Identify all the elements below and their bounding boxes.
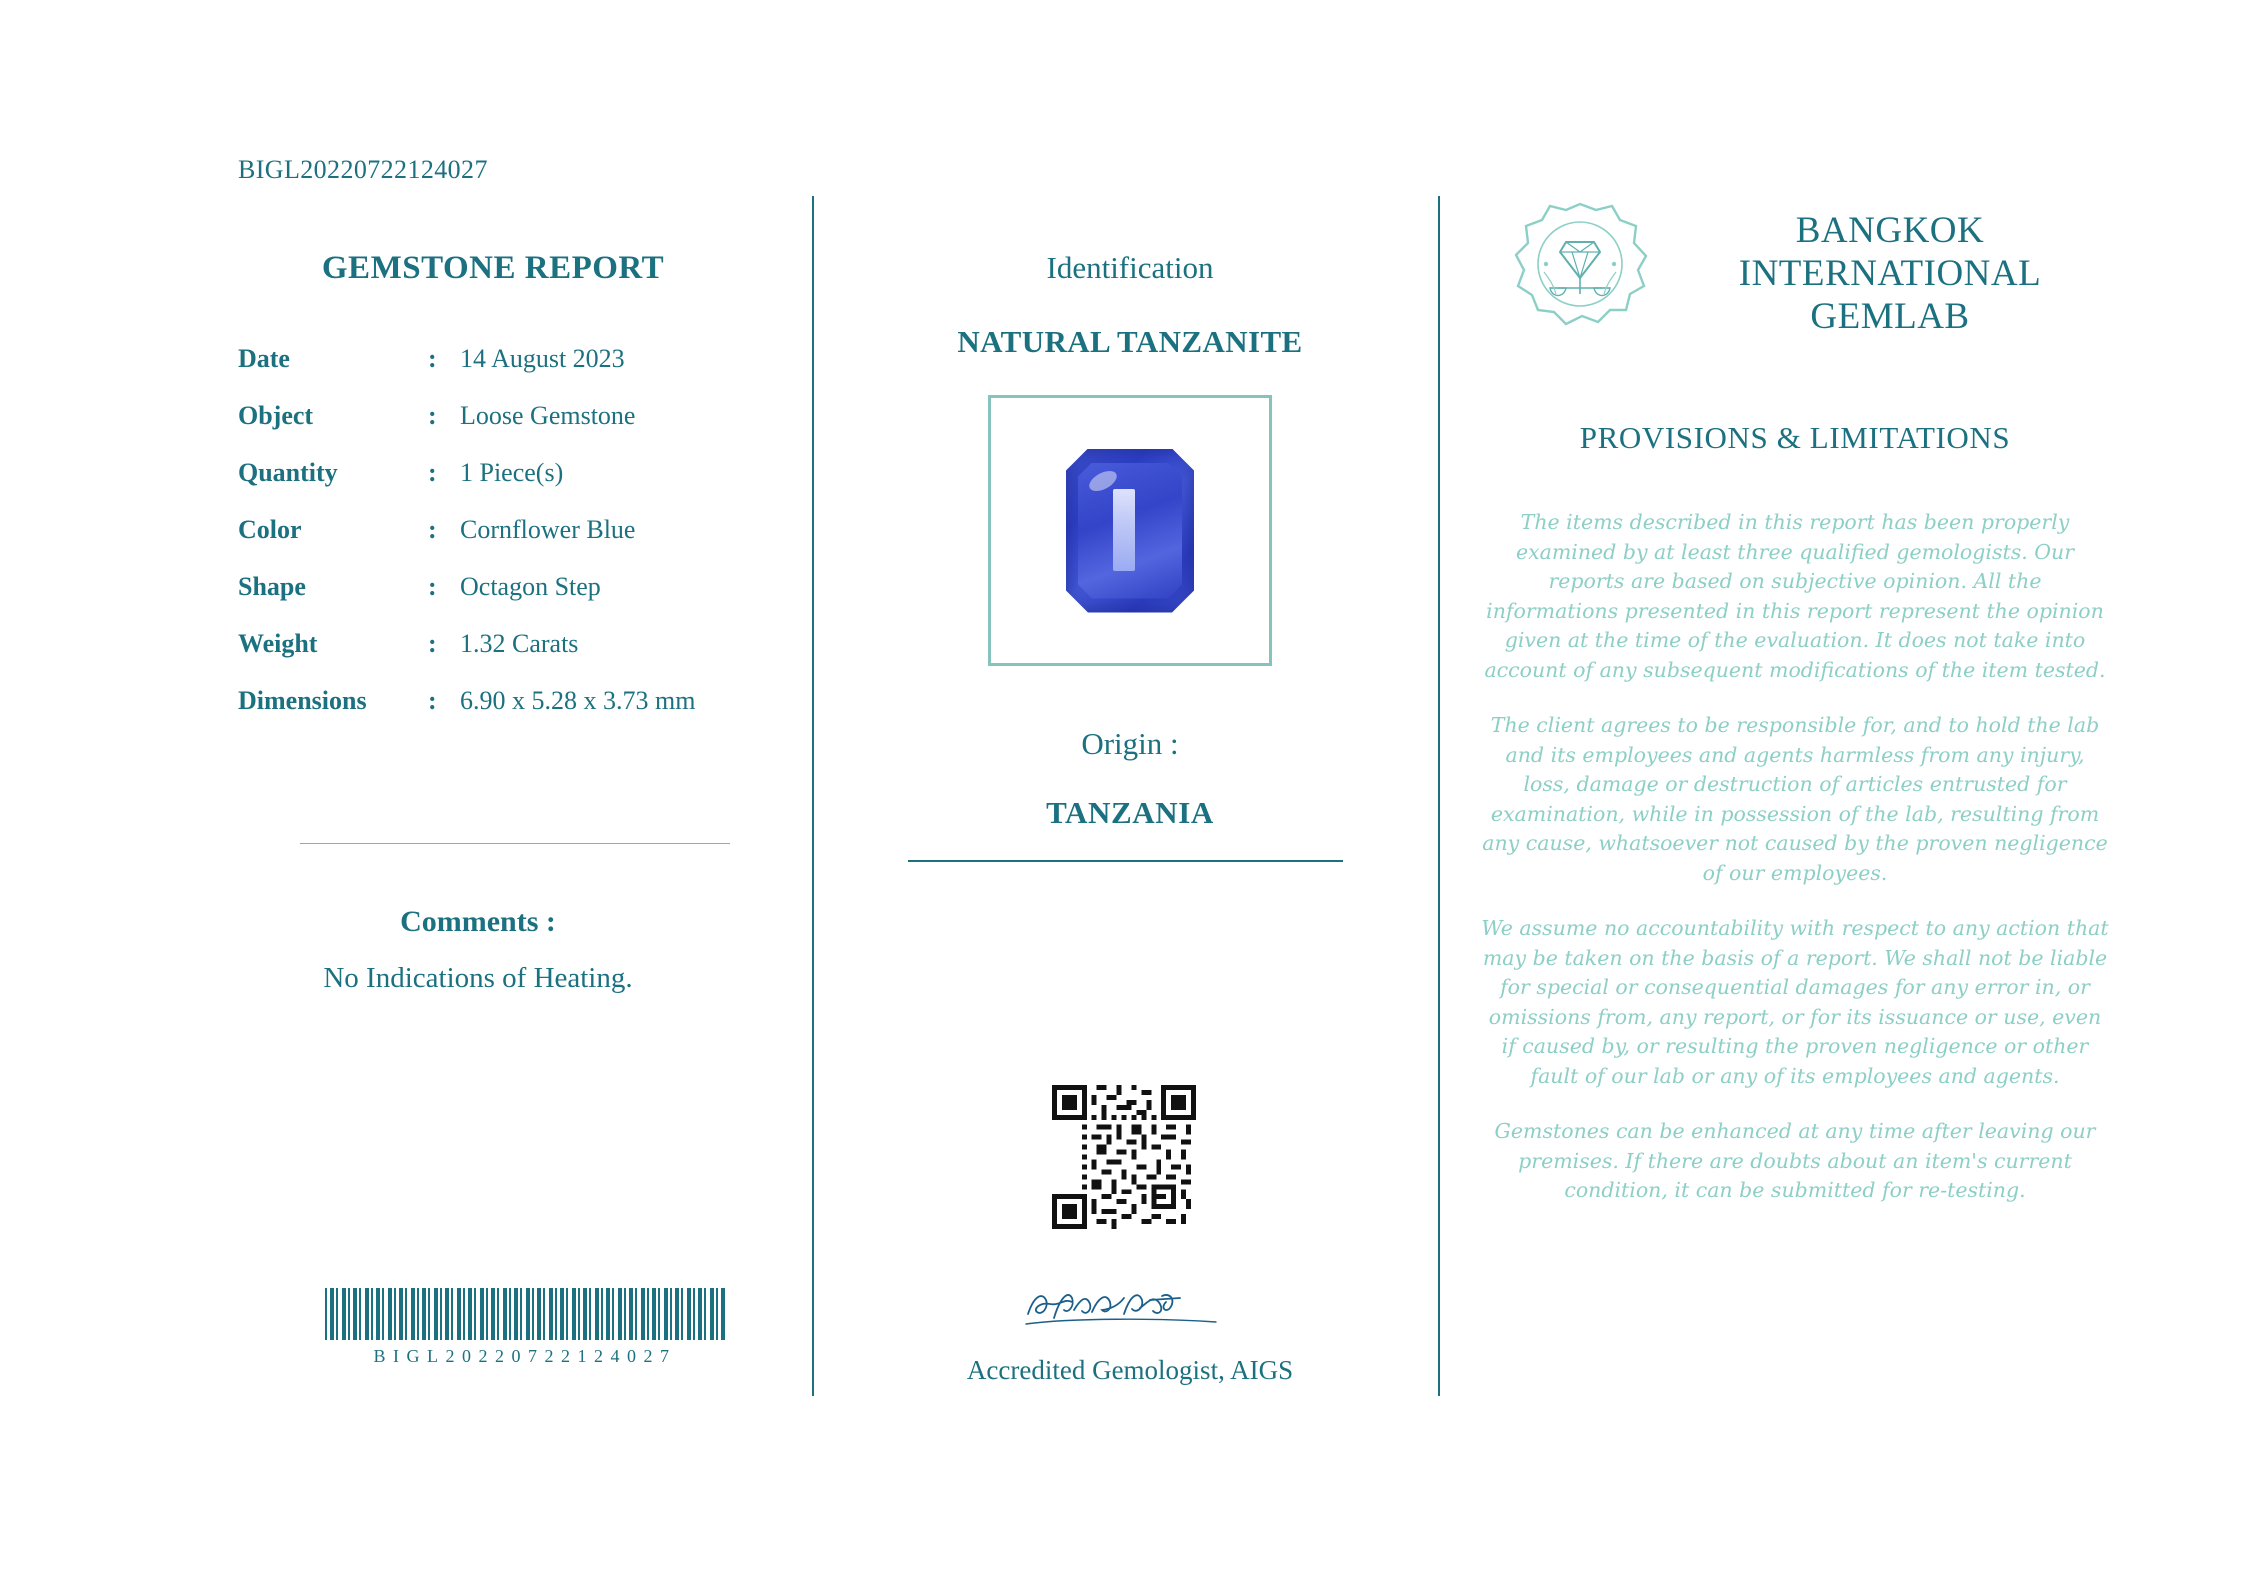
spec-colon: : <box>428 458 437 487</box>
table-row <box>238 344 778 401</box>
spec-colon: : <box>428 629 437 658</box>
barcode-number: BIGL20220722124027 <box>373 1346 677 1366</box>
spec-value-color: Cornflower Blue <box>460 515 636 544</box>
brand-line-1: BANGKOK <box>1795 210 1985 251</box>
gem-highlight <box>1086 466 1120 494</box>
table-row <box>238 629 778 686</box>
spec-label-object: Object <box>238 401 314 430</box>
origin-value: TANZANIA <box>1046 795 1214 830</box>
gemstone-spec-table <box>238 344 778 743</box>
octagon-step-gemstone-icon <box>1066 449 1194 613</box>
column-divider-right <box>1438 196 1440 1396</box>
provisions-paragraph-4: Gemstones can be enhanced at any time after leaving our premises. If there are doubts about an item's current condition, it can be submitted for re-testing. <box>1494 1119 2096 1203</box>
spec-label-quantity: Quantity <box>238 458 338 487</box>
spec-colon: : <box>428 686 437 715</box>
provisions-body <box>1480 508 2110 1232</box>
table-row <box>238 572 778 629</box>
spec-colon: : <box>428 401 437 430</box>
spec-value-quantity: 1 Piece(s) <box>460 458 564 487</box>
brand-name <box>1660 198 2120 339</box>
brand-line-2: INTERNATIONAL <box>1738 252 2042 294</box>
comments-heading: Comments : <box>400 905 556 938</box>
spec-colon: : <box>428 344 437 373</box>
divider-above-comments <box>300 843 730 844</box>
table-row <box>238 686 778 743</box>
logo-svg <box>1500 198 1660 348</box>
signature-caption: Accredited Gemologist, AIGS <box>966 1355 1294 1385</box>
comments-text: No Indications of Heating. <box>323 962 633 994</box>
table-row <box>238 401 778 458</box>
identification-label: Identification <box>1046 250 1214 285</box>
provisions-paragraph-1: The items described in this report has been properly examined by at least three qualified gemologists. Our reports are based on subjective opinion. All the informations presented in this report represent the opinion given at the time of the evaluation. It does not take into account of any subsequent modifications of the item tested. <box>1484 510 2106 682</box>
divider-below-origin <box>908 860 1343 862</box>
barcode <box>325 1288 725 1367</box>
spec-label-date: Date <box>238 344 290 373</box>
gemstone-photo-frame <box>988 395 1272 666</box>
spec-label-shape: Shape <box>238 572 306 601</box>
left-column <box>238 250 778 743</box>
provisions-paragraph-2: The client agrees to be responsible for, and to hold the lab and its employees and agents harmless from any injury, loss, damage or destruction of articles entrusted for examination, while in possession of the lab, resulting from any cause, whatsoever not caused by the proven negligence of our employees. <box>1482 713 2108 885</box>
page-title: GEMSTONE REPORT <box>321 250 665 286</box>
origin-label: Origin : <box>1081 726 1179 761</box>
spec-colon: : <box>428 572 437 601</box>
barcode-bars <box>325 1288 725 1340</box>
identification-value: NATURAL TANZANITE <box>957 324 1303 359</box>
column-divider-left <box>812 196 814 1396</box>
spec-value-object: Loose Gemstone <box>460 401 636 430</box>
report-reference-id: BIGL20220722124027 <box>238 155 488 184</box>
spec-value-weight: 1.32 Carats <box>460 629 579 658</box>
middle-column <box>880 250 1380 831</box>
signature-svg <box>1020 1278 1240 1338</box>
spec-label-color: Color <box>238 515 302 544</box>
gemologist-signature-icon <box>1020 1278 1240 1338</box>
spec-value-dimensions: 6.90 x 5.28 x 3.73 mm <box>460 686 696 715</box>
table-row <box>238 515 778 572</box>
spec-label-weight: Weight <box>238 629 318 658</box>
provisions-paragraph-3: We assume no accountability with respect to any action that may be taken on the basis of a report. We shall not be liable for special or consequential damages for any error in, or omissions from, any report, or for its issuance or use, even if caused by, or resulting the proven negligence or other fault of our lab or any of its employees and agents. <box>1481 916 2109 1088</box>
brand-line-3: GEMLAB <box>1810 295 1970 337</box>
spec-value-date: 14 August 2023 <box>460 344 625 373</box>
qr-code-svg <box>1052 1085 1196 1229</box>
brand-header <box>1500 198 2120 348</box>
spec-label-dimensions: Dimensions <box>238 686 367 715</box>
spec-value-shape: Octagon Step <box>460 572 601 601</box>
spec-colon: : <box>428 515 437 544</box>
qr-code-icon[interactable] <box>1052 1085 1196 1229</box>
provisions-title: PROVISIONS & LIMITATIONS <box>1579 420 2011 455</box>
table-row <box>238 458 778 515</box>
gemlab-logo-icon <box>1500 198 1660 348</box>
